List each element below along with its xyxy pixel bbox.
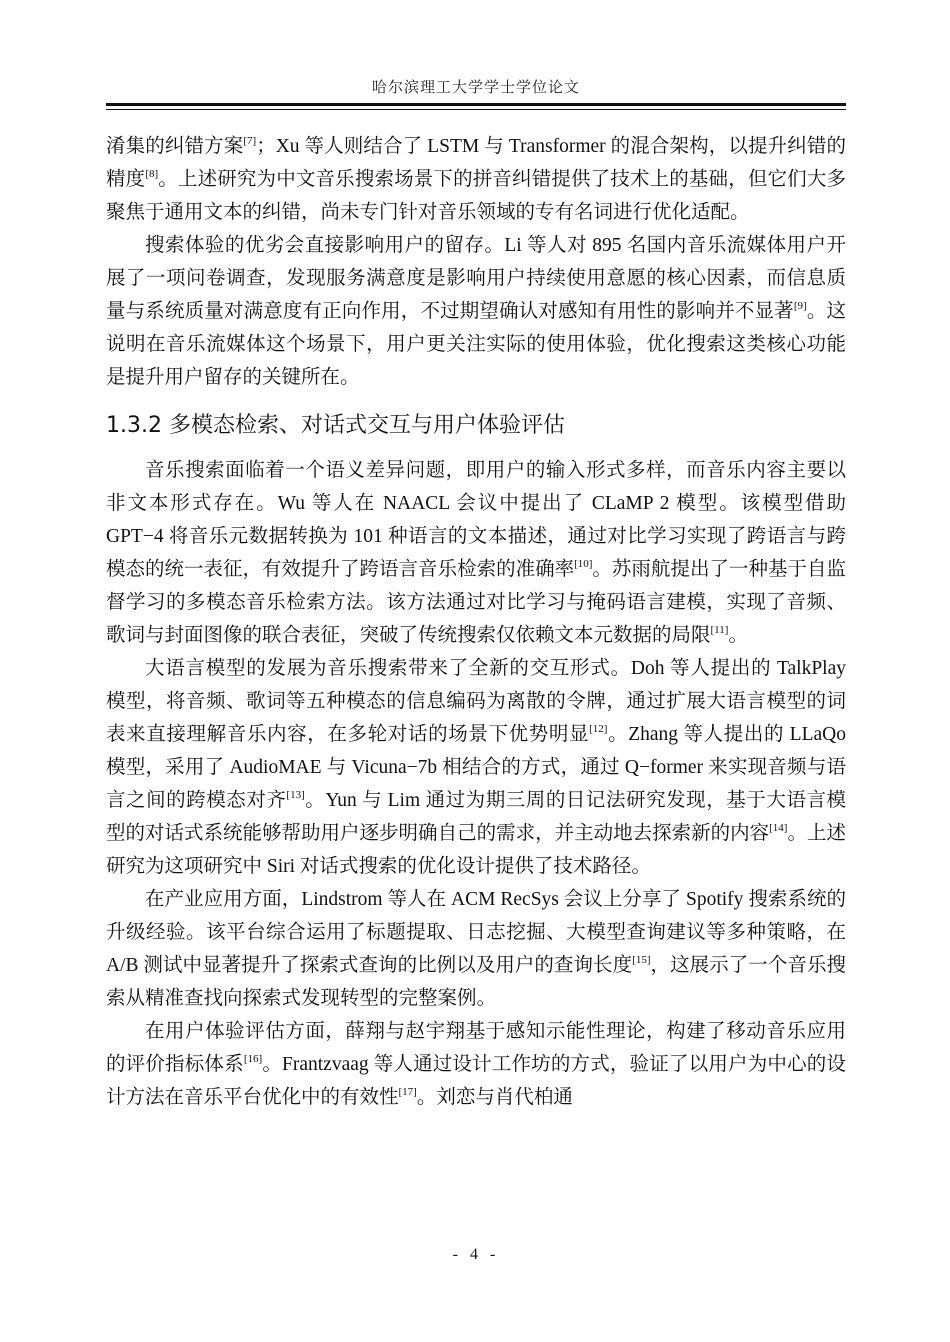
text-run: 。Zhang 等人提出的 LLaQo 模型，采用了 AudioMAE 与 Vicuna−7b 相结合的方式，通过 Q−former 来实现音频与语言之间的跨模态对齐	[106, 724, 846, 811]
text-run: 。Yun 与 Lim 通过为期三周的日记法研究发现，基于大语言模型的对话式系统能够帮助用户逐步明确自己的需求，并主动地去探索新的内容	[106, 790, 846, 844]
paragraph-industry-application	[106, 883, 846, 1015]
citation-ref: [12]	[589, 723, 608, 735]
citation-ref: [13]	[286, 789, 305, 801]
citation-ref: [9]	[793, 300, 807, 312]
text-run: 。苏雨航提出了一种基于自监督学习的多模态音乐检索方法。该方法通过对比学习与掩码语言建模，实现了音频、歌词与封面图像的联合表征，突破了传统搜索仅依赖文本元数据的局限	[106, 559, 846, 646]
text-run: 搜索体验的优劣会直接影响用户的留存。Li 等人对 895 名国内音乐流媒体用户开展了一项问卷调查，发现服务满意度是影响用户持续使用意愿的核心因素，而信息质量与系统质量对满意度有正向作用，不过期望确认对感知有用性的影响并不显著	[106, 235, 846, 322]
header-rule-thin	[106, 109, 846, 110]
section-heading: 1.3.2 多模态检索、对话式交互与用户体验评估	[106, 413, 565, 438]
citation-ref: [7]	[243, 135, 257, 147]
text-run: 淆集的纠错方案	[106, 136, 244, 157]
paragraph-user-retention	[106, 229, 846, 394]
paragraph-llm-interaction	[106, 652, 846, 883]
text-run: 。刘恋与肖代柏通	[416, 1087, 573, 1108]
text-run: 。	[728, 625, 748, 646]
running-header: 哈尔滨理工大学学士学位论文	[371, 78, 580, 96]
paragraph-multimodal-retrieval	[106, 454, 846, 652]
citation-ref: [17]	[398, 1086, 417, 1098]
citation-ref: [8]	[145, 168, 159, 180]
citation-ref: [16]	[243, 1053, 263, 1065]
citation-ref: [11]	[710, 624, 729, 636]
page-number: - 4 -	[452, 1246, 500, 1263]
citation-ref: [10]	[574, 558, 593, 570]
text-run: 大语言模型的发展为音乐搜索带来了全新的交互形式。Doh 等人提出的 TalkPlay 模型，将音频、歌词等五种模态的信息编码为离散的令牌，通过扩展大语言模型的词表来直接理解音乐内容，在多轮对话的场景下优势明显	[106, 658, 846, 745]
text-run: 在用户体验评估方面，薛翔与赵宇翔基于感知示能性理论，构建了移动音乐应用的评价指标体系	[106, 1021, 846, 1075]
text-run: 在产业应用方面，Lindstrom 等人在 ACM RecSys 会议上分享了 Spotify 搜索系统的升级经验。该平台综合运用了标题提取、日志挖掘、大模型查询建议等多种策略，在 A/B 测试中显著提升了探索式查询的比例以及用户的查询长度	[106, 889, 846, 976]
text-run: 音乐搜索面临着一个语义差异问题，即用户的输入形式多样，而音乐内容主要以非文本形式存在。Wu 等人在 NAACL 会议中提出了 CLaMP 2 模型。该模型借助 GPT−4 将音乐元数据转换为 101 种语言的文本描述，通过对比学习实现了跨语言与跨模态的统一表征，有效提升了跨语言音乐检索的准确率	[106, 460, 846, 580]
text-run: ，这展示了一个音乐搜索从精准查找向探索式发现转型的完整案例。	[106, 955, 846, 1009]
text-run: 。这说明在音乐流媒体这个场景下，用户更关注实际的使用体验，优化搜索这类核心功能是提升用户留存的关键所在。	[106, 301, 846, 388]
citation-ref: [14]	[769, 822, 788, 834]
text-run: ；Xu 等人则结合了 LSTM 与 Transformer 的混合架构，以提升纠错的精度	[106, 136, 846, 190]
text-run: 。Frantzvaag 等人通过设计工作坊的方式，验证了以用户为中心的设计方法在音乐平台优化中的有效性	[106, 1054, 846, 1108]
page-body	[106, 130, 846, 1114]
header-rule-thick	[106, 103, 846, 106]
paragraph-ux-evaluation	[106, 1015, 846, 1114]
text-run: 。上述研究为中文音乐搜索场景下的拼音纠错提供了技术上的基础，但它们大多聚焦于通用文本的纠错，尚未专门针对音乐领域的专有名词进行优化适配。	[106, 169, 846, 223]
paragraph-continued	[106, 130, 846, 229]
citation-ref: [15]	[632, 954, 651, 966]
text-run: 。上述研究为这项研究中 Siri 对话式搜索的优化设计提供了技术路径。	[106, 823, 846, 877]
